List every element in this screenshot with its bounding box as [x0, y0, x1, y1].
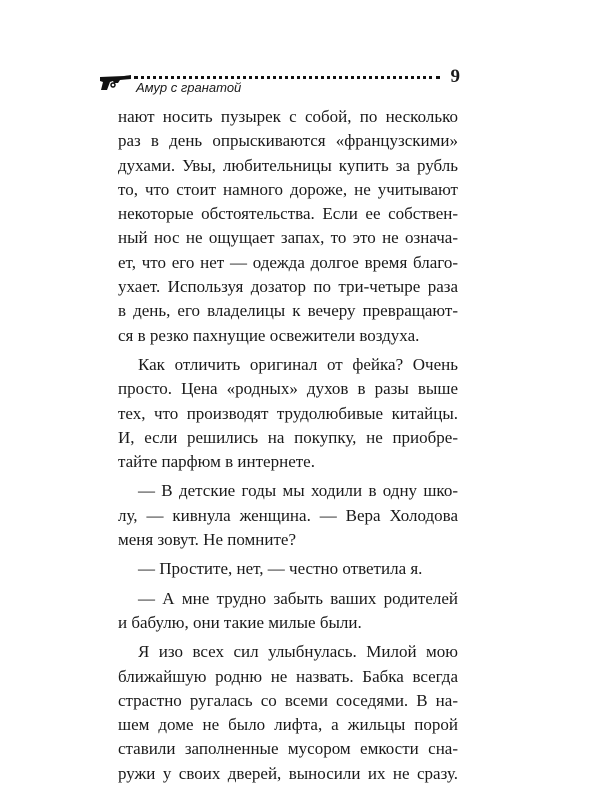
text-line: духами. Увы, любительницы купить за рубль: [118, 155, 458, 175]
paragraph: [118, 640, 458, 786]
text-line: ближайшую родню не назвать. Бабка всегда: [118, 666, 458, 686]
text-line: Как отличить оригинал от фейка? Очень: [138, 354, 458, 374]
running-header: [98, 66, 468, 102]
text-line: просто. Цена «родных» духов в разы выше: [118, 379, 458, 399]
text-line: и бабулю, они такие милые были.: [118, 612, 362, 632]
paragraph: [118, 105, 458, 348]
text-line: — Простите, нет, — честно ответила я.: [138, 559, 423, 579]
text-line: — В детские годы мы ходили в одну шко-: [138, 481, 458, 501]
text-line: тайте парфюм в интернете.: [118, 452, 315, 472]
page-number: 9: [450, 66, 460, 87]
text-line: ставили заполненные мусором емкости сна-: [118, 739, 458, 759]
text-line: ружи у своих дверей, выносили их не сразу.: [118, 763, 458, 783]
text-line: нают носить пузырек с собой, по несколько: [118, 107, 458, 126]
text-line: ный нос не ощущает запах, то это не означа-: [118, 228, 458, 248]
text-line: ухает. Используя дозатор по три-четыре раза: [118, 277, 458, 297]
text-line: ет, что его нет — одежда долгое время благо-: [118, 252, 458, 272]
text-line: — А мне трудно забыть ваших родителей: [138, 588, 458, 608]
paragraph: [118, 479, 458, 552]
text-line: И, если решились на покупку, не приобре-: [118, 427, 458, 447]
text-line: Я изо всех сил улыбнулась. Милой мою: [138, 642, 458, 662]
revolver-icon: [98, 72, 132, 92]
text-line: тех, что производят трудолюбивые китайцы.: [118, 403, 458, 423]
text-line: раз в день опрыскиваются «французскими»: [118, 131, 458, 151]
text-line: то, что стоит намного дороже, не учитывают: [118, 179, 458, 199]
body-text: [118, 105, 458, 786]
text-line: некоторые обстоятельства. Если ее собствен-: [118, 204, 458, 224]
paragraph: [118, 587, 458, 636]
paragraph: [118, 353, 458, 474]
dotted-rule: [134, 76, 440, 79]
text-line: страстно ругалась со всеми соседями. В на-: [118, 690, 458, 710]
text-line: лу, — кивнула женщина. — Вера Холодова: [118, 505, 458, 525]
paragraph: [118, 557, 458, 581]
text-line: ся в резко пахнущие освежители воздуха.: [118, 325, 420, 345]
text-line: меня зовут. Не помните?: [118, 530, 297, 550]
text-line: в день, его владелицы к вечеру превращают-: [118, 301, 458, 321]
book-title: Амур с гранатой: [136, 80, 242, 95]
text-line: шем доме не было лифта, а жильцы порой: [118, 715, 458, 735]
